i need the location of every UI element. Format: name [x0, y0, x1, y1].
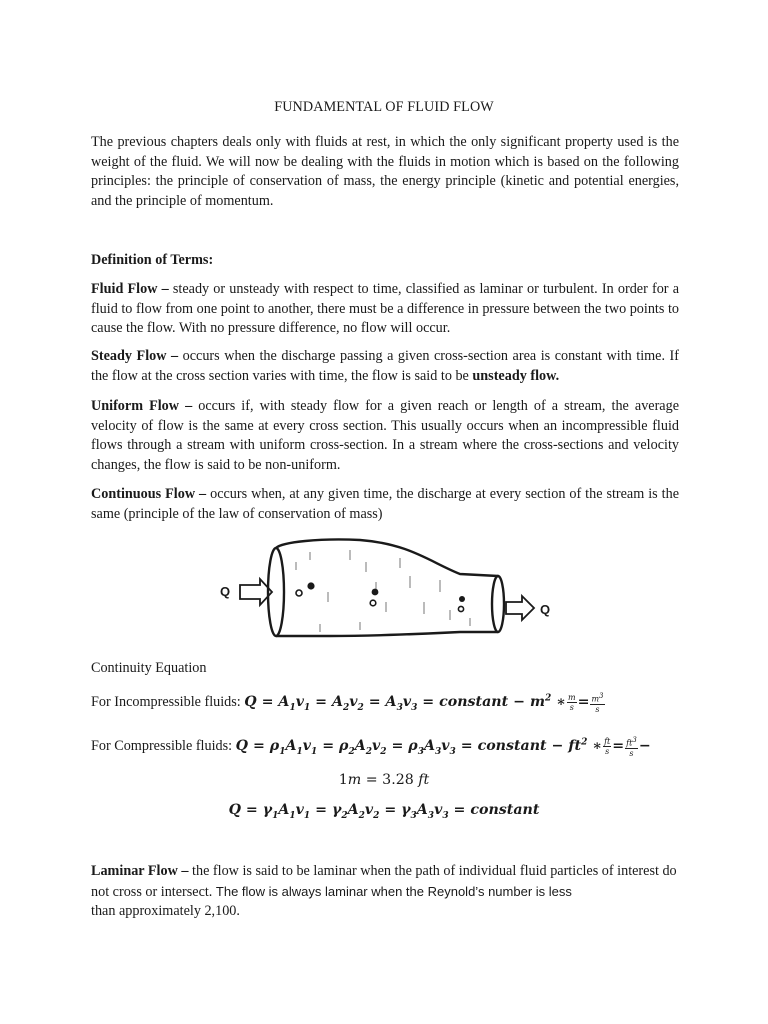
outlet-arrow	[506, 596, 534, 620]
continuous-flow-term: Continuous Flow –	[91, 486, 207, 502]
compressible-unit-ft: ft	[568, 738, 582, 755]
particle-dot-3	[459, 596, 465, 602]
particle-ring-1	[296, 590, 302, 596]
definitions-heading	[91, 251, 679, 271]
fluid-flow-term: Fluid Flow –	[91, 281, 169, 297]
laminar-flow-text-1: the flow is said to be laminar when the path of individual fluid particles of interest do not cross or intersect.	[91, 863, 677, 900]
incompressible-label: For Incompressible fluids:	[91, 694, 245, 711]
laminar-flow-text-3: than approximately 2,100.	[91, 903, 240, 920]
compressible-label: For Compressible fluids:	[91, 738, 236, 755]
particle-dot-2	[372, 589, 379, 596]
particle-ring-2	[370, 600, 376, 606]
compressible-velocity-fraction: $\frac{ft}{s}$	[604, 737, 611, 757]
incompressible-equation: For Incompressible fluids: $Q = A_1v_1 = A_2v_2 = A_3v_3$ = constant − $m^2$ ∗ $\frac{m}{s}$ = $\frac{m^3}{s}$	[91, 692, 604, 714]
laminar-flow-term: Laminar Flow –	[91, 863, 189, 879]
laminar-flow-definition	[91, 862, 691, 922]
incompressible-velocity-fraction: $\frac{m}{s}$	[567, 693, 576, 713]
pipe-flow-figure	[210, 532, 570, 652]
unit-conversion: 1m = 3.28 ft	[338, 772, 430, 788]
compressible-constant: constant	[477, 738, 547, 755]
definitions-heading-text: Definition of Terms:	[91, 252, 214, 268]
pipe-outlet-opening	[492, 576, 504, 632]
pipe-inlet-opening	[268, 548, 284, 636]
particle-dot-1	[307, 582, 314, 589]
compressible-q: Q	[235, 738, 248, 755]
uniform-flow-text: occurs if, with steady flow for a given reach or length of a stream, the average velocity of flow is the same at every cross section. This usually occurs when an incompressible fluid flows through a stream with uniform cross-section. In a stream where the cross-sections and velocity changes, the flow is said to be non-uniform.	[91, 398, 679, 473]
incompressible-flow-fraction: $\frac{m^3}{s}$	[591, 692, 604, 714]
steady-flow-emphasis: unsteady flow.	[472, 367, 560, 384]
specific-weight-equation: $Q = \gamma_1A_1v_1 = \gamma_2A_2v_2 = \gamma_3A_3v_3$ = constant	[228, 802, 540, 821]
uniform-flow-term: Uniform Flow –	[91, 398, 193, 414]
incompressible-unit-m: m	[529, 694, 545, 711]
pipe-shading	[296, 550, 470, 632]
continuity-heading: Continuity Equation	[91, 660, 207, 676]
continuous-flow-text: occurs when, at any given time, the discharge at every section of the stream is the same (principle of the law of conservation of mass)	[91, 486, 679, 522]
particle-ring-3	[458, 606, 463, 611]
inlet-q-label: Q	[220, 584, 231, 599]
incompressible-constant: constant	[439, 694, 509, 711]
page-title: FUNDAMENTAL OF FLUID FLOW	[274, 99, 494, 115]
compressible-flow-fraction: $\frac{ft^3}{s}$	[626, 736, 637, 758]
steady-flow-text: occurs when the discharge passing a given cross-section area is constant with time. If the flow at the cross section varies with time, the flow is said to be	[91, 348, 680, 384]
compressible-equation: For Compressible fluids: $Q = \rho_1A_1v_1 = \rho_2A_2v_2 = \rho_3A_3v_3$ = constant − $ft^2$ ∗ $\frac{ft}{s}$ = $\frac{ft^3}{s}$ −	[91, 736, 651, 758]
incompressible-q: Q	[244, 694, 257, 711]
steady-flow-definition	[91, 347, 679, 386]
fluid-flow-definition	[91, 280, 679, 339]
steady-flow-term: Steady Flow –	[91, 348, 179, 364]
fluid-flow-text: steady or unsteady with respect to time, classified as laminar or turbulent. In order for a fluid to flow from one point to another, there must be a difference in pressure between the two points to cause the flow. With no pressure difference, no flow will occur.	[91, 281, 679, 337]
intro-paragraph: The previous chapters deals only with fluids at rest, in which the only significant property used is the weight of the fluid. We will now be dealing with the fluids in motion which is based on the following principles: the principle of conservation of mass, the energy principle (kinetic and potential energies, and the principle of momentum.	[91, 134, 679, 209]
outlet-q-label: Q	[540, 602, 551, 617]
laminar-flow-text-2: The flow is always laminar when the Reynold’s number is less	[215, 883, 572, 899]
uniform-flow-definition	[91, 397, 679, 475]
continuous-flow-definition	[91, 485, 679, 524]
